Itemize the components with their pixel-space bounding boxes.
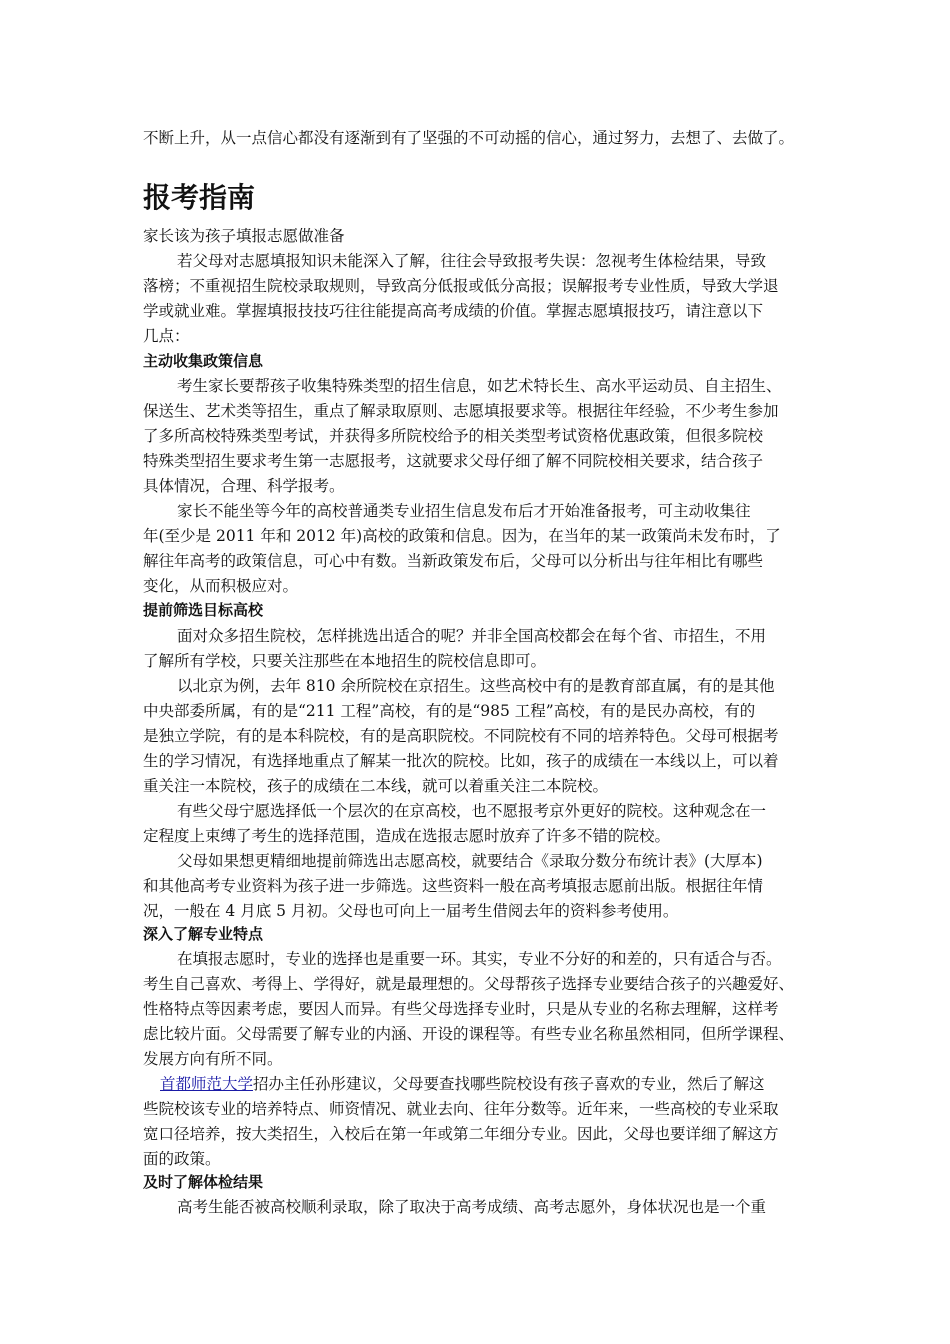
paragraph-line: 况，一般在 4 月底 5 月初。父母也可向上一届考生借阅去年的资料参考使用。 [143,902,679,920]
paragraph-line-rest: 招办主任孙彤建议，父母要查找哪些院校设有孩子喜欢的专业，然后了解这 [253,1075,765,1093]
paragraph-line: 是独立学院，有的是本科院校，有的是高职院校。不同院校有不同的培养特色。父母可根据考 [143,727,779,745]
paragraph-line: 性格特点等因素考虑，要因人而异。有些父母选择专业时，只是从专业的名称去理解，这样考 [143,1000,779,1018]
page-title: 报考指南 [143,181,256,214]
section-heading-health: 及时了解体检结果 [143,1173,264,1191]
paragraph-line: 若父母对志愿填报知识未能深入了解，往往会导致报考失误：忽视考生体检结果，导致 [177,252,767,270]
paragraph-line: 保送生、艺术类等招生，重点了解录取原则、志愿填报要求等。根据往年经验，不少考生参加 [143,402,779,420]
paragraph-line: 特殊类型招生要求考生第一志愿报考，这就要求父母仔细了解不同院校相关要求，结合孩子 [143,452,764,470]
paragraph-line: 几点： [143,327,190,345]
paragraph-line: 父母如果想更精细地提前筛选出志愿高校，就要结合《录取分数分布统计表》(大厚本) [177,852,763,870]
section-heading-policy: 主动收集政策信息 [143,352,264,370]
paragraph-line: 中央部委所属，有的是“211 工程”高校，有的是“985 工程”高校，有的是民办高校，有的 [143,702,756,720]
paragraph-line-with-link [160,1072,840,1096]
paragraph-line: 在填报志愿时，专业的选择也是重要一环。其实，专业不分好的和差的，只有适合与否。 [177,950,782,968]
paragraph-line: 面对众多招生院校，怎样挑选出适合的呢？并非全国高校都会在每个省、市招生，不用 [177,627,767,645]
paragraph-line: 重关注一本院校，孩子的成绩在二本线，就可以着重关注二本院校。 [143,777,609,795]
paragraph-line: 落榜；不重视招生院校录取规则，导致高分低报或低分高报；误解报考专业性质，导致大学退 [143,277,779,295]
paragraph-line: 学或就业难。掌握填报技技巧往往能提高高考成绩的价值。掌握志愿填报技巧，请注意以下 [143,302,764,320]
section-heading-target: 提前筛选目标高校 [143,601,264,619]
paragraph-line: 变化，从而积极应对。 [143,577,299,595]
subtitle: 家长该为孩子填报志愿做准备 [143,227,345,245]
paragraph-line: 些院校该专业的培养特点、师资情况、就业去向、往年分数等。近年来，一些高校的专业采取 [143,1100,779,1118]
paragraph-line: 发展方向有所不同。 [143,1050,283,1068]
paragraph-line: 年(至少是 2011 年和 2012 年)高校的政策和信息。因为，在当年的某一政策尚未发布时，了 [143,527,781,545]
section-heading-major: 深入了解专业特点 [143,925,264,943]
paragraph-line: 考生家长要帮孩子收集特殊类型的招生信息，如艺术特长生、高水平运动员、自主招生、 [177,377,782,395]
paragraph-line: 具体情况，合理、科学报考。 [143,477,345,495]
paragraph-line: 生的学习情况，有选择地重点了解某一批次的院校。比如，孩子的成绩在一本线以上，可以着 [143,752,779,770]
intro-tail-line: 不断上升，从一点信心都没有逐渐到有了坚强的不可动摇的信心，通过努力，去想了、去做了。 [143,129,795,147]
paragraph-line: 家长不能坐等今年的高校普通类专业招生信息发布后才开始准备报考，可主动收集往 [177,502,751,520]
paragraph-line: 解往年高考的政策信息，可心中有数。当新政策发布后，父母可以分析出与往年相比有哪些 [143,552,764,570]
paragraph-line: 虑比较片面。父母需要了解专业的内涵、开设的课程等。有些专业名称虽然相同，但所学课程、 [143,1025,795,1043]
university-link[interactable]: 首都师范大学 [160,1075,254,1093]
paragraph-line: 有些父母宁愿选择低一个层次的在京高校，也不愿报考京外更好的院校。这种观念在一 [177,802,767,820]
paragraph-line: 宽口径培养，按大类招生，入校后在第一年或第二年细分专业。因此，父母也要详细了解这方 [143,1125,779,1143]
paragraph-line: 和其他高考专业资料为孩子进一步筛选。这些资料一般在高考填报志愿前出版。根据往年情 [143,877,764,895]
paragraph-line: 了多所高校特殊类型考试，并获得多所院校给予的相关类型考试资格优惠政策，但很多院校 [143,427,764,445]
paragraph-line: 高考生能否被高校顺利录取，除了取决于高考成绩、高考志愿外，身体状况也是一个重 [177,1198,767,1216]
paragraph-line: 面的政策。 [143,1150,221,1168]
paragraph-line: 考生自己喜欢、考得上、学得好，就是最理想的。父母帮孩子选择专业要结合孩子的兴趣爱好、 [143,975,795,993]
paragraph-line: 以北京为例，去年 810 余所院校在京招生。这些高校中有的是教育部直属，有的是其他 [177,677,775,695]
paragraph-line: 了解所有学校，只要关注那些在本地招生的院校信息即可。 [143,652,547,670]
paragraph-line: 定程度上束缚了考生的选择范围，造成在选报志愿时放弃了许多不错的院校。 [143,827,671,845]
